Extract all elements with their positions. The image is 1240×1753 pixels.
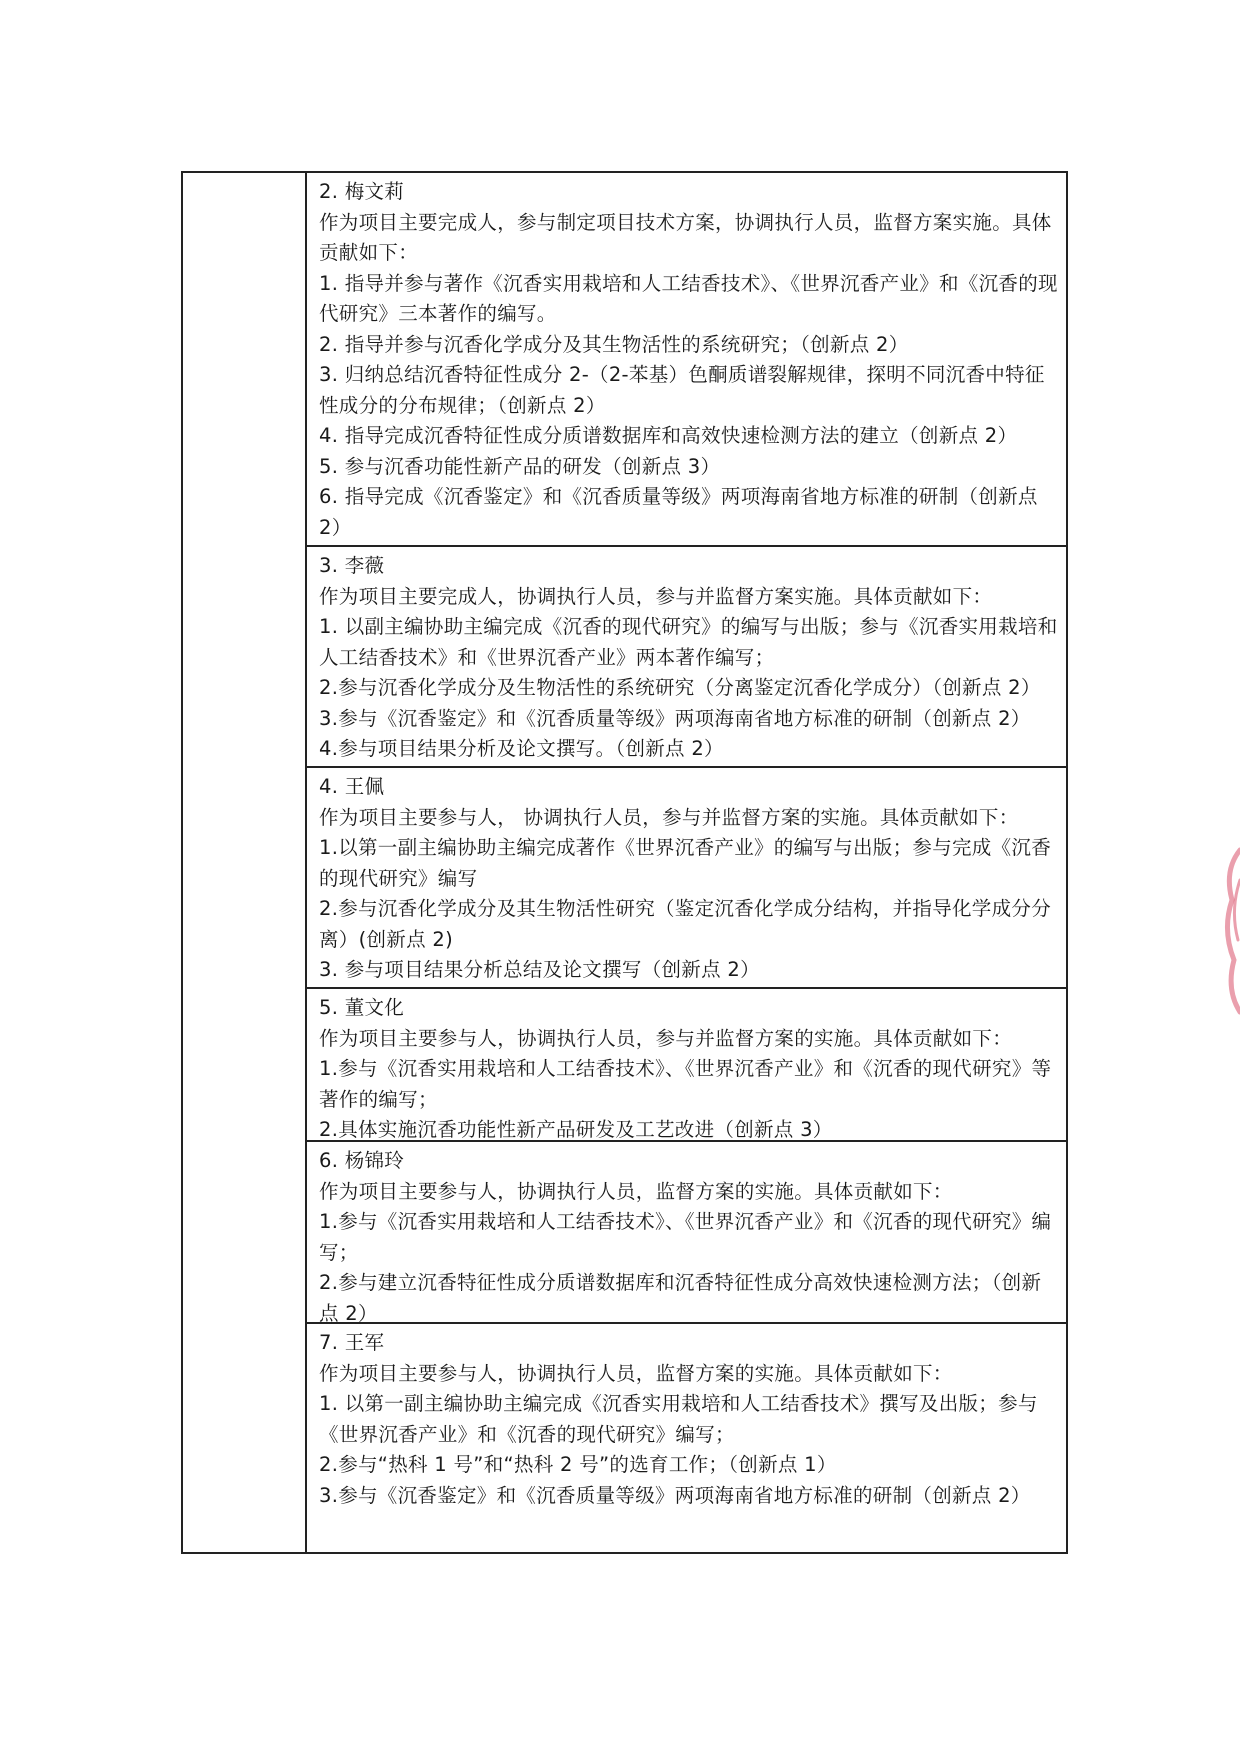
- person-name: 5. 董文化: [319, 996, 405, 1019]
- person-name: 2. 梅文莉: [319, 180, 405, 203]
- person-name: 6. 杨锦玲: [319, 1149, 405, 1172]
- contribution-item: 4. 指导完成沉香特征性成分质谱数据库和高效快速检测方法的建立（创新点 2）: [319, 424, 1018, 447]
- contribution-item: 2. 指导并参与沉香化学成分及其生物活性的系统研究；（创新点 2）: [319, 332, 909, 356]
- person-block-wang-jun: [307, 1324, 1066, 1552]
- person-role: 作为项目主要参与人， 协调执行人员，参与并监督方案的实施。具体贡献如下：: [319, 805, 1019, 829]
- table-right-column: [307, 173, 1066, 1552]
- person-block-yang-jinling: [307, 1142, 1066, 1324]
- person-block-li-wei: [307, 547, 1066, 768]
- contribution-item: 2.参与沉香化学成分及生物活性的系统研究（分离鉴定沉香化学成分）（创新点 2）: [319, 676, 1041, 699]
- contribution-item: 1.参与《沉香实用栽培和人工结香技术》、《世界沉香产业》和《沉香的现代研究》编写；: [319, 1210, 1052, 1264]
- contribution-item: 1.以第一副主编协助主编完成著作《世界沉香产业》的编写与出版；参与完成《沉香的现代研究》编写: [319, 836, 1052, 890]
- contribution-item: 3.参与《沉香鉴定》和《沉香质量等级》两项海南省地方标准的研制（创新点 2）: [319, 1483, 1031, 1507]
- person-role: 作为项目主要参与人，协调执行人员，监督方案的实施。具体贡献如下：: [319, 1179, 953, 1203]
- contribution-item: 1. 以副主编协助主编完成《沉香的现代研究》的编写与出版；参与《沉香实用栽培和人工结香技术》和《世界沉香产业》两本著作编写；: [319, 615, 1058, 669]
- person-name: 3. 李薇: [319, 554, 385, 577]
- person-role: 作为项目主要参与人，协调执行人员，参与并监督方案的实施。具体贡献如下：: [319, 1026, 1013, 1050]
- person-block-wang-pei: [307, 768, 1066, 989]
- person-role: 作为项目主要参与人，协调执行人员，监督方案的实施。具体贡献如下：: [319, 1361, 953, 1385]
- contribution-item: 2.具体实施沉香功能性新产品研发及工艺改进（创新点 3）: [319, 1118, 833, 1141]
- person-name: 7. 王军: [319, 1331, 385, 1354]
- person-role: 作为项目主要完成人，协调执行人员，参与并监督方案实施。具体贡献如下：: [319, 584, 993, 608]
- contribution-item: 1. 以第一副主编协助主编完成《沉香实用栽培和人工结香技术》撰写及出版；参与《世界沉香产业》和《沉香的现代研究》编写；: [319, 1392, 1038, 1446]
- contribution-item: 3. 参与项目结果分析总结及论文撰写（创新点 2）: [319, 958, 760, 981]
- contribution-item: 1.参与《沉香实用栽培和人工结香技术》、《世界沉香产业》和《沉香的现代研究》等著作的编写；: [319, 1057, 1052, 1111]
- contribution-item: 4.参与项目结果分析及论文撰写。（创新点 2）: [319, 737, 724, 760]
- contribution-item: 3.参与《沉香鉴定》和《沉香质量等级》两项海南省地方标准的研制（创新点 2）: [319, 706, 1031, 730]
- contribution-item: 5. 参与沉香功能性新产品的研发（创新点 3）: [319, 454, 721, 478]
- contribution-item: 6. 指导完成《沉香鉴定》和《沉香质量等级》两项海南省地方标准的研制（创新点 2）: [319, 485, 1038, 539]
- contribution-item: 2.参与建立沉香特征性成分质谱数据库和沉香特征性成分高效快速检测方法；（创新点 2）: [319, 1271, 1042, 1324]
- seal-stamp-edge: [1218, 840, 1240, 1020]
- person-role: 作为项目主要完成人，参与制定项目技术方案，协调执行人员，监督方案实施。具体贡献如下：: [319, 210, 1052, 264]
- table-left-column: [183, 173, 307, 1552]
- contribution-item: 2.参与“热科 1 号”和“热科 2 号”的选育工作；（创新点 1）: [319, 1453, 837, 1476]
- seal-stroke: [1234, 880, 1240, 940]
- contribution-item: 3. 归纳总结沉香特征性成分 2-（2-苯基）色酮质谱裂解规律，探明不同沉香中特征性成分的分布规律；（创新点 2）: [319, 363, 1045, 417]
- person-name: 4. 王佩: [319, 775, 385, 798]
- contribution-item: 1. 指导并参与著作《沉香实用栽培和人工结香技术》、《世界沉香产业》和《沉香的现代研究》三本著作的编写。: [319, 271, 1058, 325]
- seal-stroke: [1227, 850, 1240, 1012]
- person-block-dong-wenhua: [307, 989, 1066, 1142]
- contribution-table: [181, 171, 1068, 1554]
- person-block-mei-wenli: [307, 173, 1066, 547]
- contribution-item: 2.参与沉香化学成分及其生物活性研究（鉴定沉香化学成分结构，并指导化学成分分离）(创新点 2): [319, 897, 1052, 951]
